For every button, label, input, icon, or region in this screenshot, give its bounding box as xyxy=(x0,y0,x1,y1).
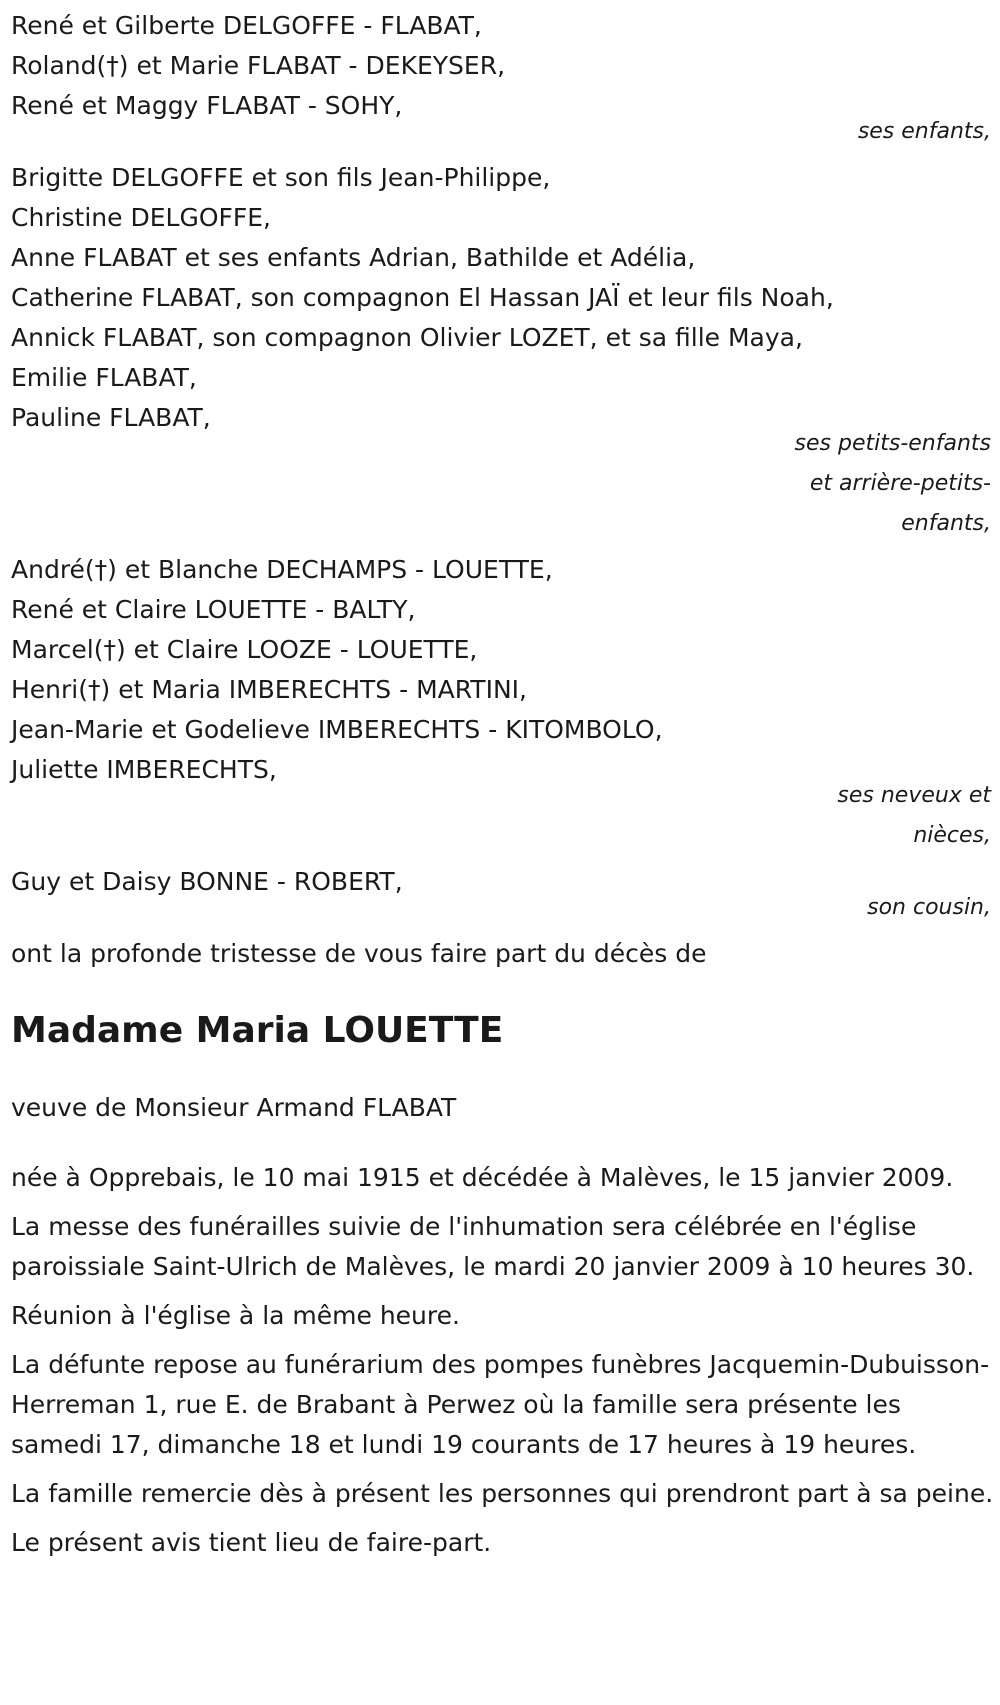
family-line: Emilie FLABAT, xyxy=(11,363,197,392)
family-line: René et Claire LOUETTE - BALTY, xyxy=(11,595,416,624)
funeral-home-paragraph: La défunte repose au funérarium des pompes funèbres Jacquemin-Dubuisson-Herreman 1, rue E. de Brabant à Perwez où la famille sera présente les samedi 17, dimanche 18 et lundi 19 courants de 17 heures à 19 heures. xyxy=(11,1350,990,1459)
family-line: Brigitte DELGOFFE et son fils Jean-Philippe, xyxy=(11,163,551,192)
family-line: Jean-Marie et Godelieve IMBERECHTS - KITOMBOLO, xyxy=(11,715,663,744)
family-line: Roland(†) et Marie FLABAT - DEKEYSER, xyxy=(11,51,506,80)
family-line: Juliette IMBERECHTS, xyxy=(11,755,277,784)
gathering-paragraph: Réunion à l'église à la même heure. xyxy=(11,1301,460,1330)
family-line: Anne FLABAT et ses enfants Adrian, Bathilde et Adélia, xyxy=(11,243,696,272)
family-line: Annick FLABAT, son compagnon Olivier LOZET, et sa fille Maya, xyxy=(11,323,803,352)
relation-label: et arrière-petits- xyxy=(809,471,991,496)
grandchildren-role-block xyxy=(11,424,991,544)
thanks-paragraph: La famille remercie dès à présent les personnes qui prendront part à sa peine. xyxy=(11,1479,994,1508)
family-line: René et Gilberte DELGOFFE - FLABAT, xyxy=(11,11,482,40)
family-line: Henri(†) et Maria IMBERECHTS - MARTINI, xyxy=(11,675,527,704)
obituary-text xyxy=(11,6,994,1572)
family-line: André(†) et Blanche DECHAMPS - LOUETTE, xyxy=(11,555,553,584)
widow-of-line: veuve de Monsieur Armand FLABAT xyxy=(11,1093,457,1122)
relation-label: enfants, xyxy=(901,511,991,536)
announcement-line: ont la profonde tristesse de vous faire part du décès de xyxy=(11,939,707,968)
deceased-name: Madame Maria LOUETTE xyxy=(11,1010,504,1051)
relation-label: ses enfants, xyxy=(857,119,991,144)
relation-label: nièces, xyxy=(913,823,991,848)
grandchildren-list xyxy=(11,158,991,438)
family-line: Catherine FLABAT, son compagnon El Hassan JAÏ et leur fils Noah, xyxy=(11,283,834,312)
family-line: Guy et Daisy BONNE - ROBERT, xyxy=(11,867,403,896)
family-line: Marcel(†) et Claire LOOZE - LOUETTE, xyxy=(11,635,478,664)
relation-label: ses neveux et xyxy=(837,783,991,808)
family-line: René et Maggy FLABAT - SOHY, xyxy=(11,91,403,120)
relation-label: son cousin, xyxy=(867,895,991,920)
family-line: Pauline FLABAT, xyxy=(11,403,211,432)
family-line: Christine DELGOFFE, xyxy=(11,203,271,232)
relation-label: ses petits-enfants xyxy=(794,431,991,456)
details xyxy=(11,1158,994,1563)
nephews-list xyxy=(11,550,991,790)
notice-paragraph: Le présent avis tient lieu de faire-part. xyxy=(11,1528,492,1557)
children-list xyxy=(11,6,991,126)
funeral-mass-paragraph: La messe des funérailles suivie de l'inhumation sera célébrée en l'église paroissiale Saint-Ulrich de Malèves, le mardi 20 janvier 2009 à 10 heures 30. xyxy=(11,1212,975,1281)
birth-death-paragraph: née à Opprebais, le 10 mai 1915 et décédée à Malèves, le 15 janvier 2009. xyxy=(11,1163,954,1192)
